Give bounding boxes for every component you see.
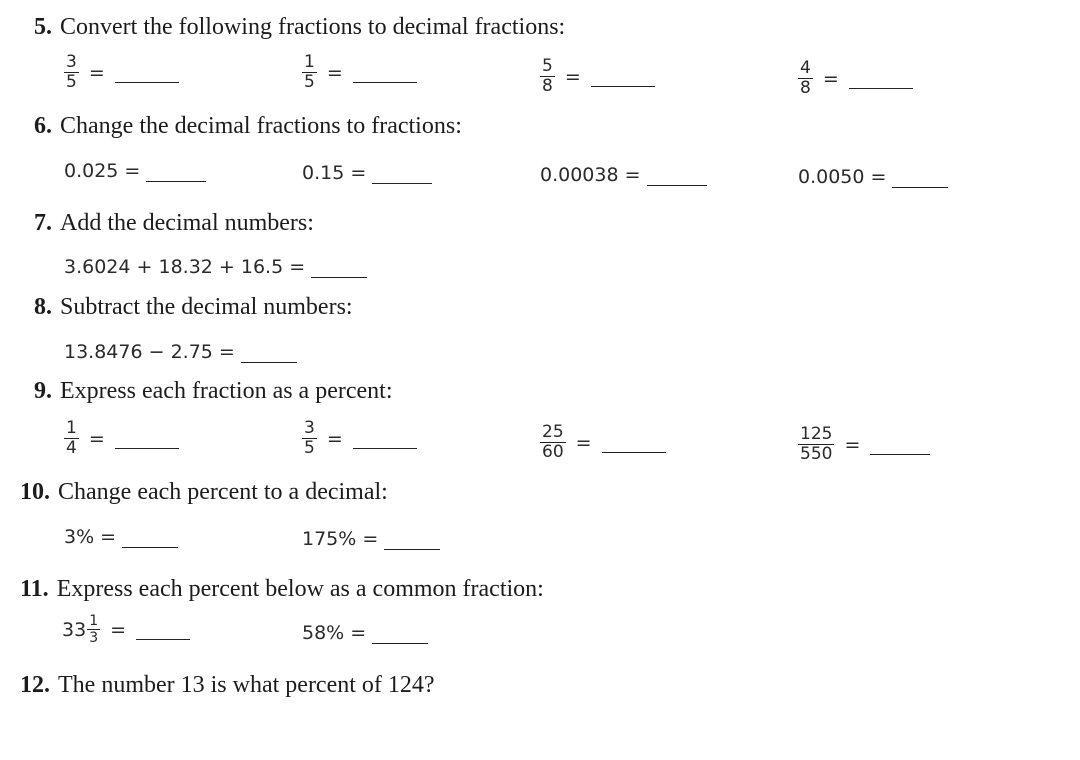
answer-blank[interactable] bbox=[311, 277, 367, 278]
fraction: $\frac{3}{5}$ bbox=[304, 418, 315, 458]
q5-item-1 bbox=[64, 54, 179, 91]
q7-item bbox=[64, 256, 367, 278]
percent-expression: 3% = bbox=[64, 526, 117, 548]
q10-item-2 bbox=[302, 528, 440, 550]
fraction: $\frac{1}{5}$ bbox=[304, 52, 315, 92]
q8-item bbox=[64, 341, 297, 363]
equals-sign: = bbox=[88, 427, 105, 450]
fraction: $\frac{3}{5}$ bbox=[66, 52, 77, 92]
q6-item-2 bbox=[302, 162, 432, 184]
question-12 bbox=[20, 672, 435, 699]
decimal-expression: 0.025 = bbox=[64, 160, 141, 182]
equals-sign: = bbox=[88, 61, 105, 84]
percent-expression: 58% = bbox=[302, 622, 367, 644]
answer-blank[interactable] bbox=[115, 82, 179, 83]
q9-item-1 bbox=[64, 420, 179, 457]
answer-blank[interactable] bbox=[849, 88, 913, 89]
answer-blank[interactable] bbox=[353, 448, 417, 449]
answer-blank[interactable] bbox=[870, 454, 930, 455]
answer-blank[interactable] bbox=[122, 547, 178, 548]
q9-item-4 bbox=[798, 426, 930, 463]
q10-item-1 bbox=[64, 526, 178, 548]
answer-blank[interactable] bbox=[591, 86, 655, 87]
question-number: 11. bbox=[20, 576, 49, 602]
answer-blank[interactable] bbox=[384, 549, 440, 550]
answer-blank[interactable] bbox=[892, 187, 948, 188]
answer-blank[interactable] bbox=[353, 82, 417, 83]
decimal-expression: 0.0050 = bbox=[798, 166, 887, 188]
question-8 bbox=[34, 294, 353, 321]
question-number: 10. bbox=[20, 479, 50, 505]
difference-expression: 13.8476 − 2.75 = bbox=[64, 341, 235, 363]
equals-sign: = bbox=[326, 427, 343, 450]
percent-expression: 175% = bbox=[302, 528, 379, 550]
equals-sign: = bbox=[575, 431, 592, 454]
q5-item-2 bbox=[302, 54, 417, 91]
question-text: The number 13 is what percent of 124? bbox=[58, 672, 435, 698]
answer-blank[interactable] bbox=[372, 183, 432, 184]
mixed-number: 33 $\frac{1}{3}$ bbox=[62, 613, 99, 646]
fraction: $\frac{125}{550}$ bbox=[800, 424, 833, 464]
answer-blank[interactable] bbox=[241, 362, 297, 363]
answer-blank[interactable] bbox=[115, 448, 179, 449]
question-6 bbox=[34, 113, 462, 140]
fraction: $\frac{25}{60}$ bbox=[542, 422, 564, 462]
question-number: 5. bbox=[34, 14, 52, 40]
q6-item-4 bbox=[798, 166, 948, 188]
answer-blank[interactable] bbox=[146, 181, 206, 182]
q9-item-3 bbox=[540, 424, 666, 461]
equals-sign: = bbox=[564, 65, 581, 88]
answer-blank[interactable] bbox=[372, 643, 428, 644]
fraction: $\frac{4}{8}$ bbox=[800, 58, 811, 98]
question-number: 8. bbox=[34, 294, 52, 320]
question-text: Add the decimal numbers: bbox=[60, 210, 314, 236]
question-number: 12. bbox=[20, 672, 50, 698]
question-text: Change each percent to a decimal: bbox=[58, 479, 388, 505]
equals-sign: = bbox=[822, 67, 839, 90]
q11-item-2 bbox=[302, 622, 428, 644]
question-text: Convert the following fractions to decimal fractions: bbox=[60, 14, 566, 40]
question-text: Subtract the decimal numbers: bbox=[60, 294, 353, 320]
sum-expression: 3.6024 + 18.32 + 16.5 = bbox=[64, 256, 306, 278]
question-number: 7. bbox=[34, 210, 52, 236]
question-7 bbox=[34, 210, 314, 237]
q6-item-1 bbox=[64, 160, 206, 182]
q5-item-4 bbox=[798, 60, 913, 97]
equals-sign: = bbox=[844, 433, 861, 456]
q5-item-3 bbox=[540, 58, 655, 95]
answer-blank[interactable] bbox=[647, 185, 707, 186]
question-11 bbox=[20, 576, 544, 603]
question-number: 6. bbox=[34, 113, 52, 139]
equals-sign: = bbox=[110, 618, 127, 641]
q6-item-3 bbox=[540, 164, 707, 186]
answer-blank[interactable] bbox=[602, 452, 666, 453]
fraction: $\frac{5}{8}$ bbox=[542, 56, 553, 96]
question-5 bbox=[34, 14, 565, 41]
question-9 bbox=[34, 378, 393, 405]
question-10 bbox=[20, 479, 388, 506]
question-text: Express each fraction as a percent: bbox=[60, 378, 393, 404]
question-text: Express each percent below as a common fraction: bbox=[56, 576, 544, 602]
question-number: 9. bbox=[34, 378, 52, 404]
decimal-expression: 0.15 = bbox=[302, 162, 367, 184]
equals-sign: = bbox=[326, 61, 343, 84]
answer-blank[interactable] bbox=[136, 639, 190, 640]
decimal-expression: 0.00038 = bbox=[540, 164, 641, 186]
q9-item-2 bbox=[302, 420, 417, 457]
fraction: $\frac{1}{4}$ bbox=[66, 418, 77, 458]
q11-item-1 bbox=[62, 614, 190, 645]
question-text: Change the decimal fractions to fractions: bbox=[60, 113, 462, 139]
